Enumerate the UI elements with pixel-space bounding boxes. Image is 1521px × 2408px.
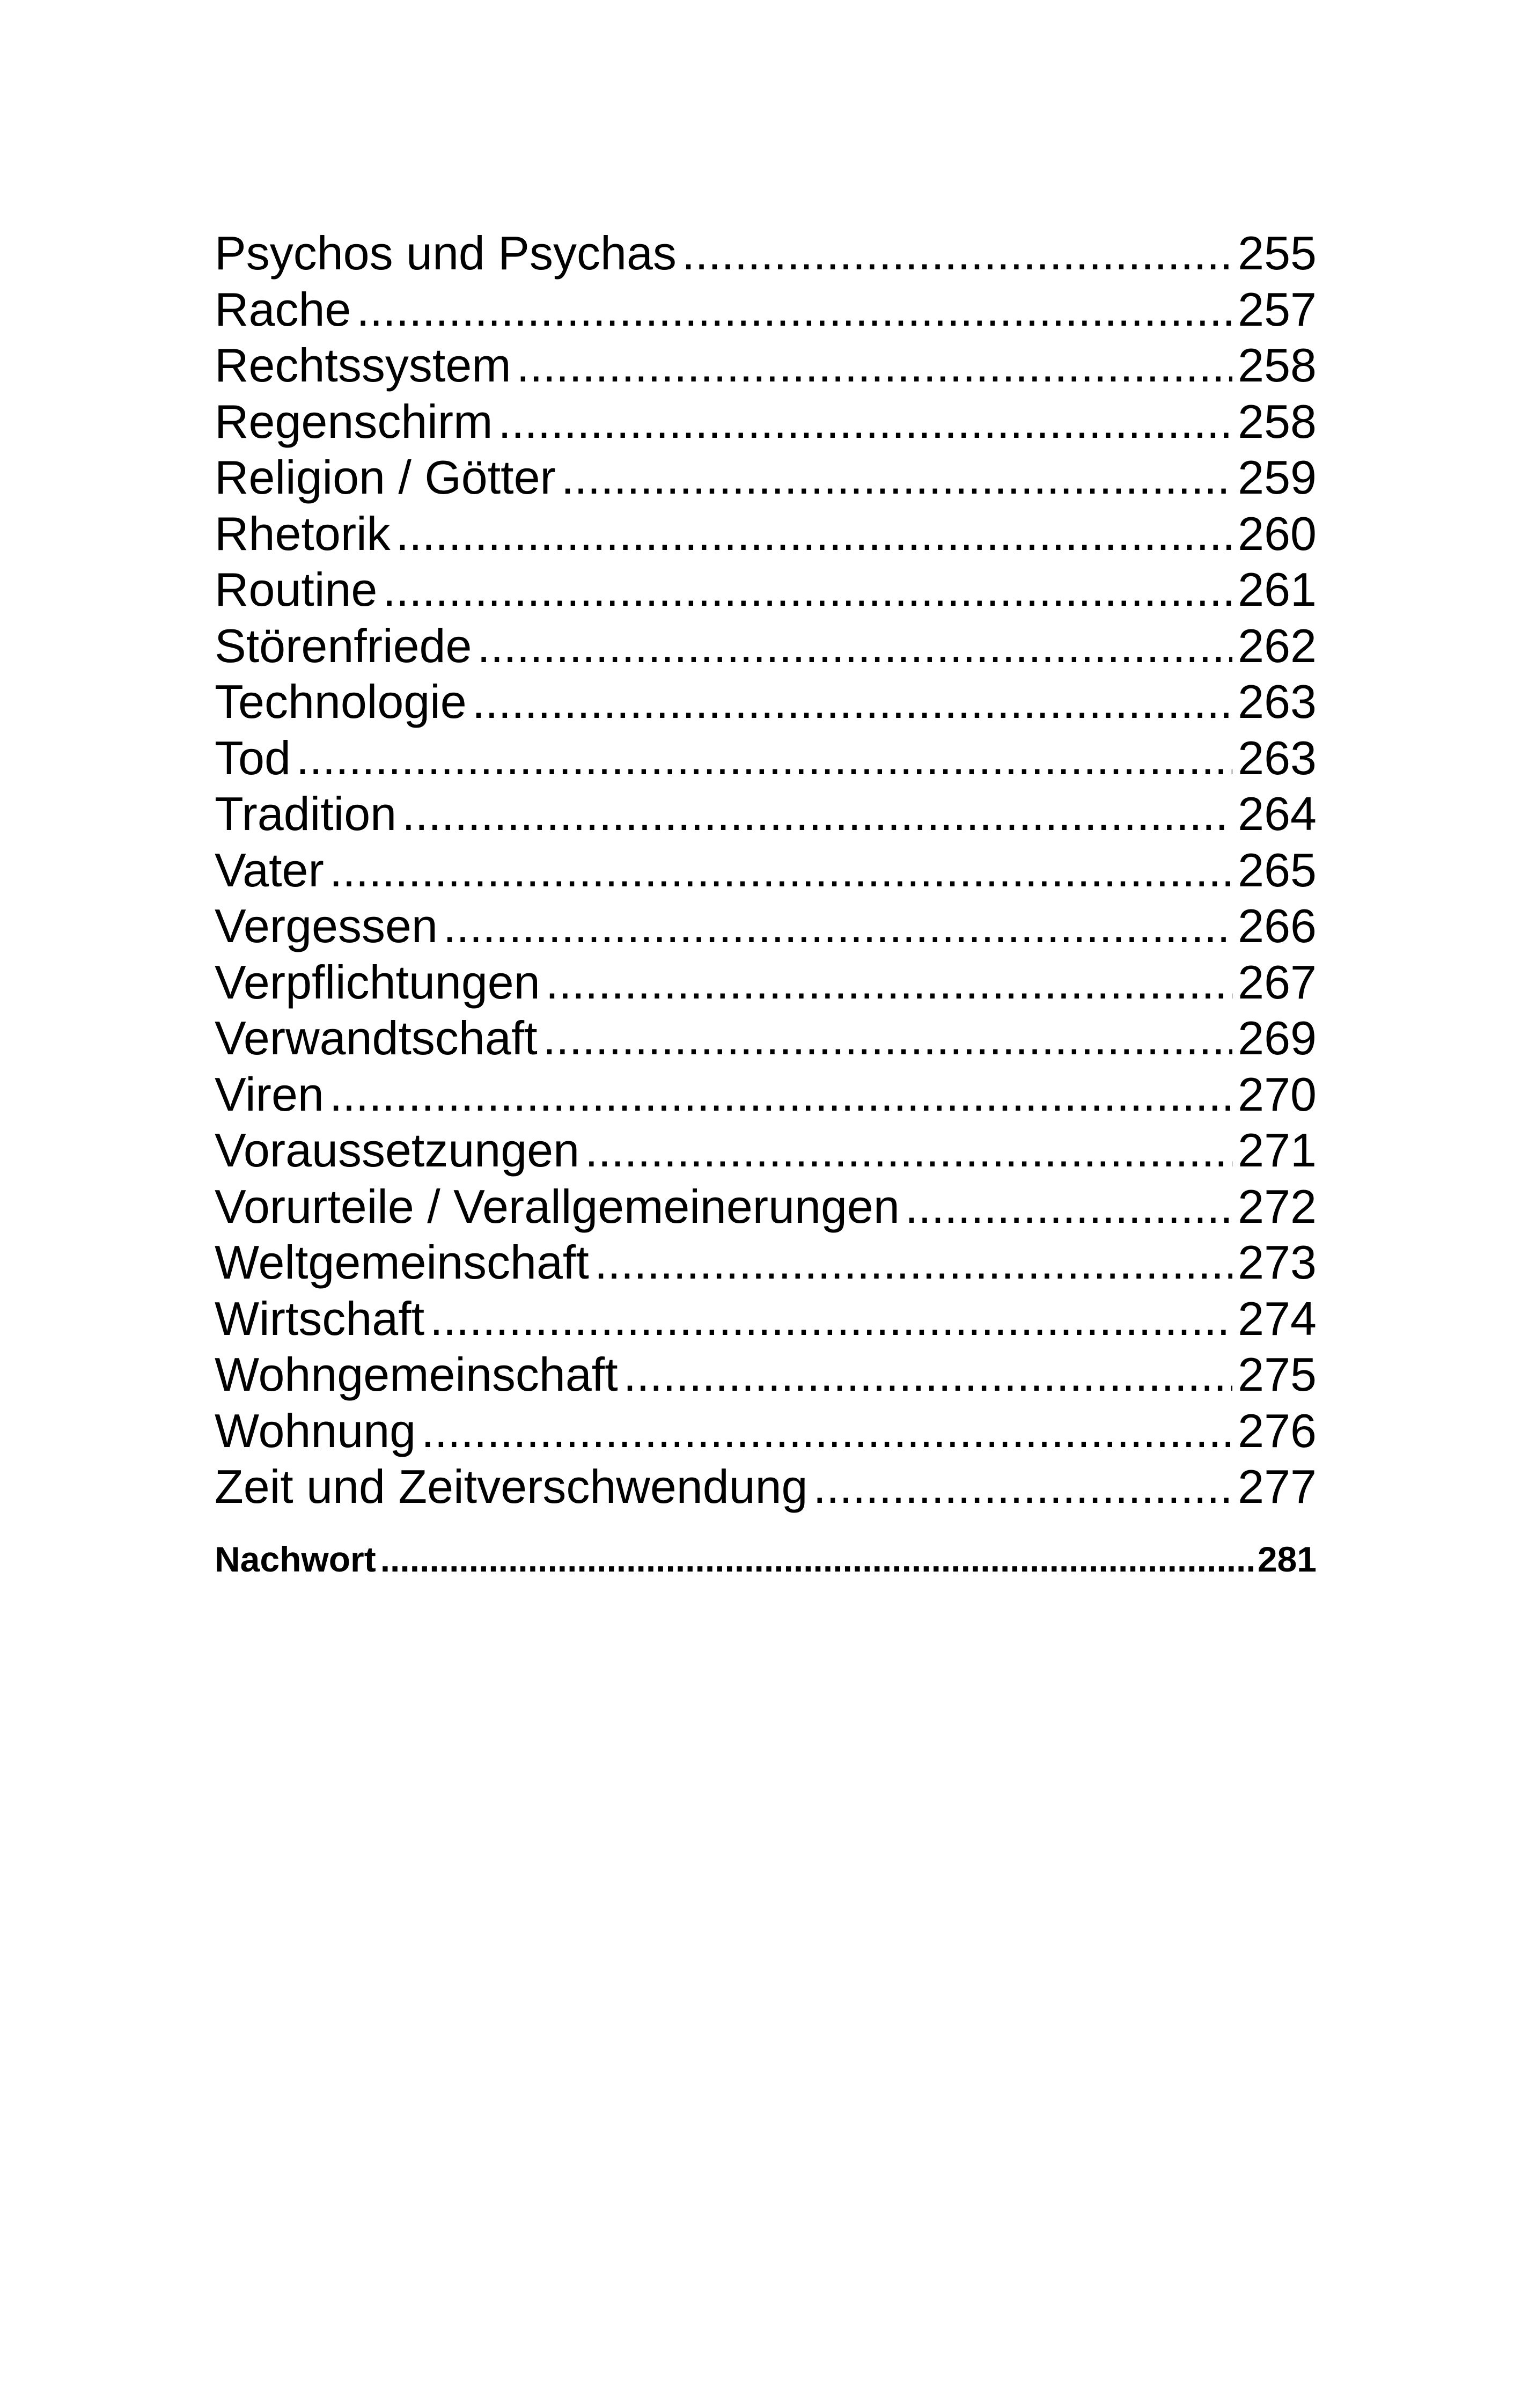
toc-entry (215, 450, 1317, 506)
toc-entry-title: Wohngemeinschaft (215, 1348, 618, 1401)
toc-entry (215, 1235, 1317, 1291)
toc-dot-leader (430, 1291, 1232, 1347)
toc-entry-title: Wohnung (215, 1404, 416, 1457)
toc-entry (215, 1010, 1317, 1067)
toc-entry-page: 262 (1238, 619, 1317, 672)
toc-entry-page: 255 (1238, 226, 1317, 280)
toc-dot-leader (905, 1179, 1232, 1235)
toc-entry (215, 786, 1317, 842)
toc-entry (215, 730, 1317, 787)
toc-entry-page: 258 (1238, 339, 1317, 392)
toc-entry (215, 1347, 1317, 1403)
toc-entry (215, 674, 1317, 730)
toc-entry (215, 842, 1317, 899)
toc-entry-page: 273 (1238, 1236, 1317, 1289)
toc-entry-page: 271 (1238, 1124, 1317, 1177)
toc-entry (215, 1403, 1317, 1459)
toc-entry-page: 275 (1238, 1348, 1317, 1401)
toc-dot-leader (329, 1067, 1232, 1123)
toc-dot-leader (682, 225, 1232, 282)
toc-dot-leader (296, 730, 1232, 787)
toc-entry (215, 1459, 1317, 1515)
toc-final-entry-page: 281 (1257, 1539, 1317, 1579)
toc-entry (215, 1179, 1317, 1235)
toc-entry-title: Viren (215, 1067, 324, 1121)
toc-entry-title: Verpflichtungen (215, 955, 540, 1009)
toc-entry (215, 562, 1317, 618)
toc-entry-title: Tod (215, 731, 291, 784)
toc-entry-title: Vater (215, 843, 324, 897)
toc-entry (215, 955, 1317, 1011)
toc-entry (215, 225, 1317, 282)
toc-dot-leader (585, 1122, 1232, 1179)
toc-entry-page: 277 (1238, 1460, 1317, 1513)
toc-entry-page: 259 (1238, 451, 1317, 504)
toc-entry-page: 261 (1238, 563, 1317, 616)
toc-entry-title: Tradition (215, 787, 397, 840)
toc-entry-title: Verwandtschaft (215, 1011, 538, 1064)
toc-dot-leader (421, 1403, 1232, 1459)
toc-entry (215, 337, 1317, 394)
toc-entry-page: 267 (1238, 955, 1317, 1009)
toc-entry-page: 263 (1238, 675, 1317, 728)
toc-dot-leader (396, 506, 1232, 562)
toc-entry-title: Wirtschaft (215, 1291, 425, 1345)
toc-dot-leader (356, 282, 1232, 338)
toc-entry-title: Routine (215, 563, 378, 616)
toc-entry (215, 1067, 1317, 1123)
toc-dot-leader (472, 674, 1232, 730)
toc-entry-page: 260 (1238, 506, 1317, 560)
toc-entry-title: Weltgemeinschaft (215, 1236, 589, 1289)
toc-entry-page: 265 (1238, 843, 1317, 897)
toc-final-entry (215, 1538, 1317, 1581)
toc-dot-leader (383, 562, 1232, 618)
toc-entry-page: 274 (1238, 1291, 1317, 1345)
toc-entry (215, 1291, 1317, 1347)
toc-entry-page: 263 (1238, 731, 1317, 784)
toc-entry-title: Technologie (215, 675, 467, 728)
toc-entry-title: Religion / Götter (215, 451, 556, 504)
toc-entry-page: 272 (1238, 1179, 1317, 1233)
toc-entry-title: Rache (215, 282, 351, 336)
toc-dot-leader (443, 898, 1232, 955)
toc-entry-title: Voraussetzungen (215, 1124, 580, 1177)
toc-entry-page: 264 (1238, 787, 1317, 840)
toc-dot-leader (543, 1010, 1232, 1067)
toc-entry-page: 270 (1238, 1067, 1317, 1121)
toc-dot-leader (813, 1459, 1233, 1515)
toc-entry-title: Störenfriede (215, 619, 472, 672)
toc-entry-title: Rhetorik (215, 506, 391, 560)
toc-dot-leader (477, 618, 1232, 674)
toc-entry-title: Zeit und Zeitverschwendung (215, 1460, 808, 1513)
toc-dot-leader (380, 1538, 1253, 1581)
toc-dot-leader (329, 842, 1232, 899)
toc-entry (215, 394, 1317, 450)
toc-entry-page: 276 (1238, 1404, 1317, 1457)
toc-entry (215, 506, 1317, 562)
toc-entry (215, 1122, 1317, 1179)
toc-entry (215, 618, 1317, 674)
toc-dot-leader (594, 1235, 1232, 1291)
toc-entry (215, 282, 1317, 338)
toc-entry-page: 269 (1238, 1011, 1317, 1064)
toc-entry (215, 898, 1317, 955)
toc-entry-title: Rechtssystem (215, 339, 511, 392)
table-of-contents (215, 225, 1317, 1581)
toc-entry-page: 266 (1238, 899, 1317, 952)
toc-dot-leader (402, 786, 1232, 842)
toc-dot-leader (498, 394, 1232, 450)
toc-final-entry-title: Nachwort (215, 1539, 376, 1579)
toc-dot-leader (623, 1347, 1232, 1403)
toc-dot-leader (517, 337, 1233, 394)
toc-entry-page: 257 (1238, 282, 1317, 336)
toc-dot-leader (546, 955, 1232, 1011)
toc-entry-title: Psychos und Psychas (215, 226, 677, 280)
toc-entry-title: Vorurteile / Verallgemeinerungen (215, 1179, 900, 1233)
toc-entry-title: Vergessen (215, 899, 438, 952)
toc-entry-title: Regenschirm (215, 394, 493, 448)
toc-dot-leader (561, 450, 1232, 506)
toc-entry-page: 258 (1238, 394, 1317, 448)
